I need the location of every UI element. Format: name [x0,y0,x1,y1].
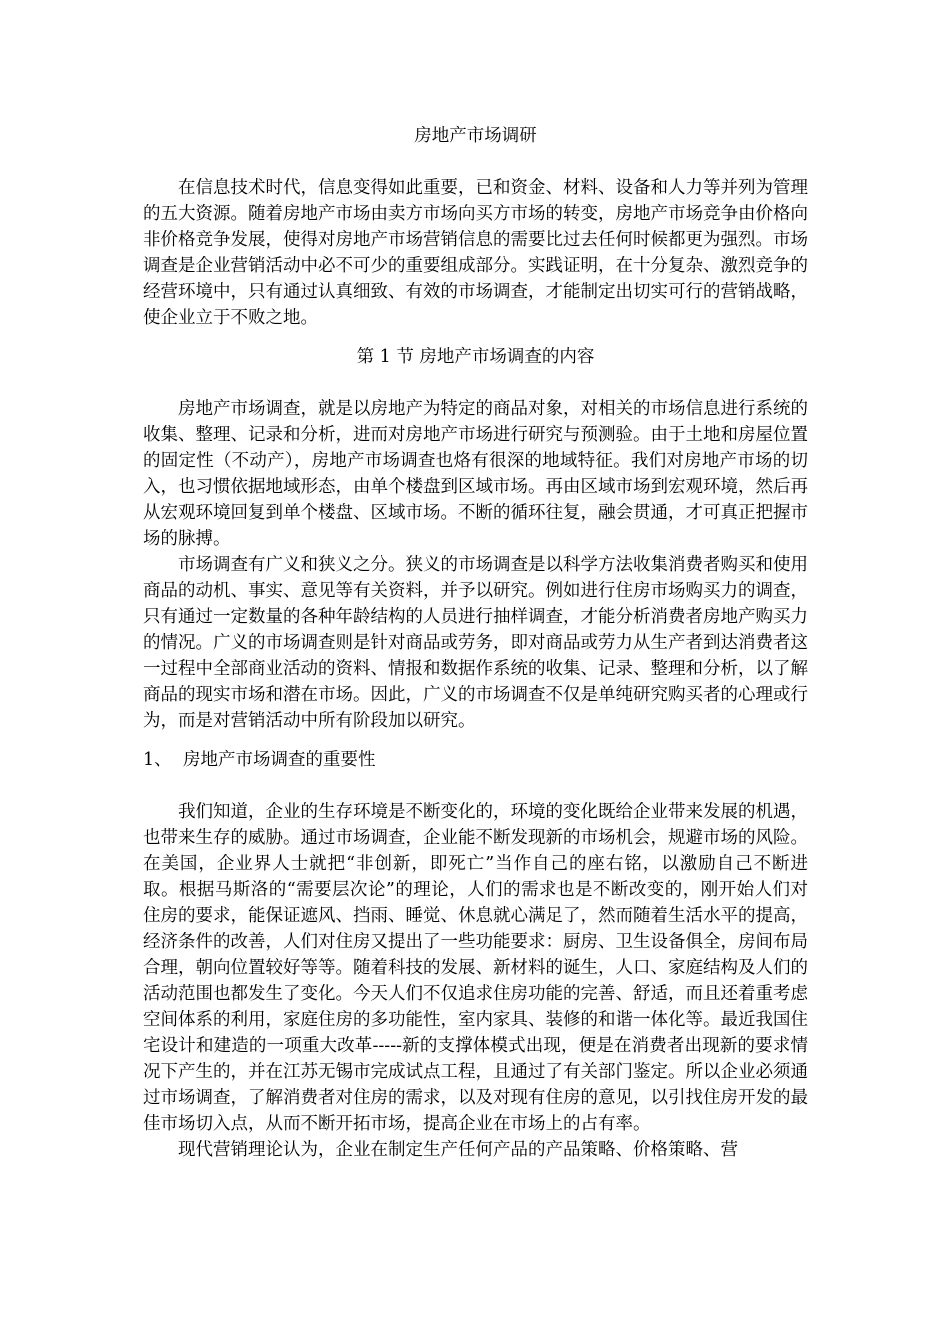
intro-paragraph: 在信息技术时代，信息变得如此重要，已和资金、材料、设备和人力等并列为管理的五大资源。随着房地产市场由卖方市场向买方市场的转变，房地产市场竞争由价格向非价格竞争发展，使得对房地产市场营销信息的需要比过去任何时候都更为强烈。市场调查是企业营销活动中必不可少的重要组成部分。实践证明，在十分复杂、激烈竞争的经营环境中，只有通过认真细致、有效的市场调查，才能制定出切实可行的营销战略，使企业立于不败之地。 [143,178,808,328]
section-paragraph-2: 市场调查有广义和狭义之分。狭义的市场调查是以科学方法收集消费者购买和使用商品的动机、事实、意见等有关资料，并予以研究。例如进行住房市场购买力的调查，只有通过一定数量的各种年龄结构的人员进行抽样调查，才能分析消费者房地产购买力的情况。广义的市场调查则是针对商品或劳务，即对商品或劳力从生产者到达消费者这一过程中全部商业活动的资料、情报和数据作系统的收集、记录、整理和分析，以了解商品的现实市场和潜在市场。因此，广义的市场调查不仅是单纯研究购买者的心理或行为，而是对营销活动中所有阶段加以研究。 [143,555,808,731]
section-paragraph-1: 房地产市场调查，就是以房地产为特定的商品对象，对相关的市场信息进行系统的收集、整理、记录和分析，进而对房地产市场进行研究与预测验。由于土地和房屋位置的固定性（不动产），房地产市场调查也烙有很深的地域特征。我们对房地产市场的切入，也习惯依据地域形态，由单个楼盘到区域市场。再由区域市场到宏观环境，然后再从宏观环境回复到单个楼盘、区域市场。不断的循环往复，融会贯通，才可真正把握市场的脉搏。 [143,399,808,549]
subsection-heading [143,747,808,773]
document-body [143,123,808,1163]
section-heading: 第 1 节 房地产市场调查的内容 [356,347,595,367]
subsection-paragraph-1: 我们知道，企业的生存环境是不断变化的，环境的变化既给企业带来发展的机遇，也带来生存的威胁。通过市场调查，企业能不断发现新的市场机会，规避市场的风险。在美国，企业界人士就把“非创新，即死亡”当作自己的座右铭，以激励自己不断进取。根据马斯洛的“需要层次论”的理论，人们的需求也是不断改变的，刚开始人们对住房的要求，能保证遮风、挡雨、睡觉、休息就心满足了，然而随着生活水平的提高，经济条件的改善，人们对住房又提出了一些功能要求：厨房、卫生设备俱全，房间布局合理，朝向位置较好等等。随着科技的发展、新材料的诞生，人口、家庭结构及人们的活动范围也都发生了变化。今天人们不仅追求住房功能的完善、舒适，而且还着重考虑空间体系的利用，家庭住房的多功能性，室内家具、装修的和谐一体化等。最近我国住宅设计和建造的一项重大改革-----新的支撑体模式出现，便是在消费者出现新的要求情况下产生的，并在江苏无锡市完成试点工程，且通过了有关部门鉴定。所以企业必须通过市场调查，了解消费者对住房的需求，以及对现有住房的意见，以引找住房开发的最佳市场切入点，从而不断开拓市场，提高企业在市场上的占有率。 [143,802,808,1134]
subsection-paragraph-2: 现代营销理论认为，企业在制定生产任何产品的产品策略、价格策略、营 [178,1140,738,1160]
subsection-title: 房地产市场调查的重要性 [183,750,376,770]
document-title: 房地产市场调研 [414,126,537,146]
subsection-number: 1、 [143,750,172,770]
